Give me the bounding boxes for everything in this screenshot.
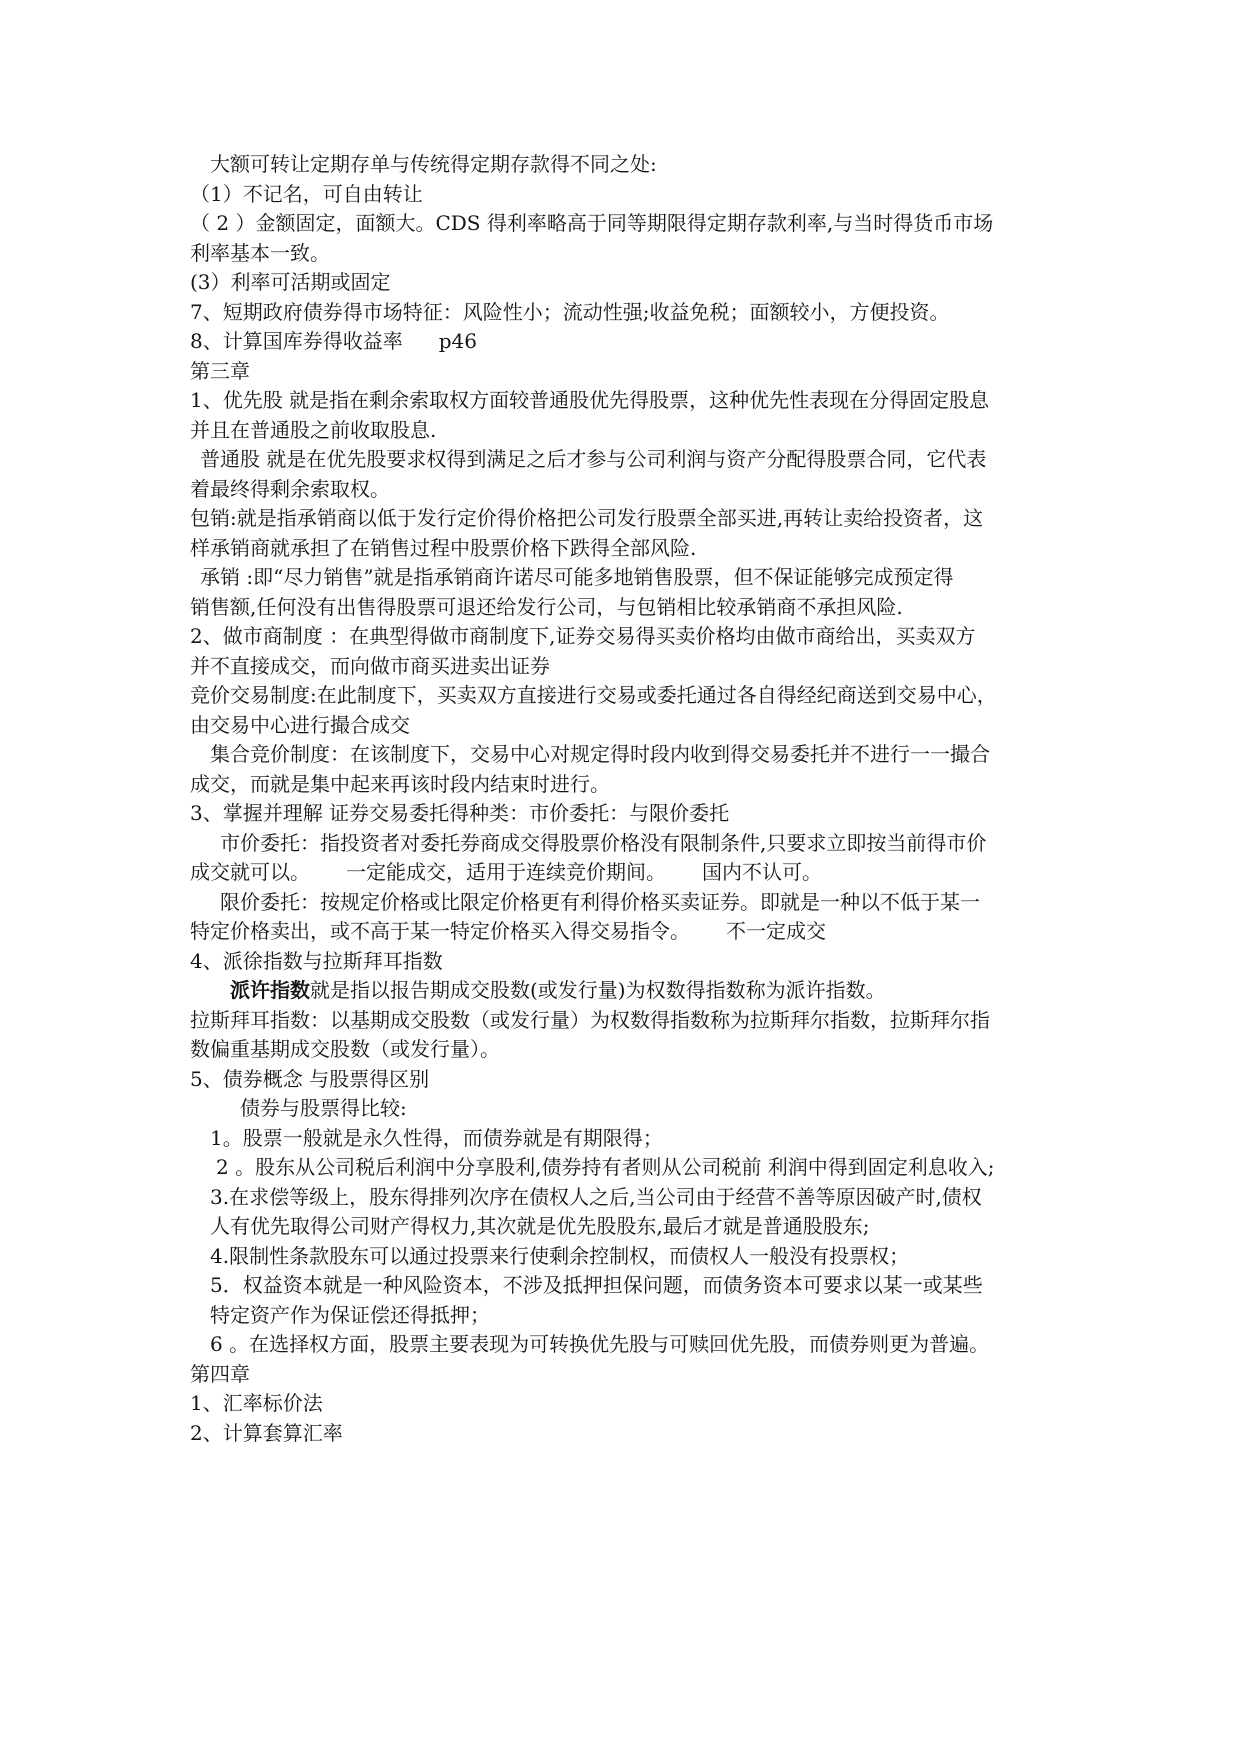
text-line: 1、优先股 就是指在剩余索取权方面较普通股优先得股票，这种优先性表现在分得固定股息 (190, 388, 990, 412)
text-line (190, 327, 1070, 357)
chapter-heading: 第三章 (190, 358, 250, 383)
text-line (190, 858, 1070, 888)
text-line: 数偏重基期成交股数（或发行量）。 (190, 1037, 500, 1061)
text-span: 8、计算国库券得收益率 (190, 329, 403, 353)
list-item: 3.在求偿等级上，股东得排列次序在债权人之后,当公司由于经营不善等原因破产时,债权 (210, 1184, 982, 1209)
text-span: 国内不认可。 (702, 860, 822, 884)
text-line (190, 976, 1070, 1006)
chapter-heading: 第四章 (190, 1361, 250, 1386)
text-line: 4、派徐指数与拉斯拜耳指数 (190, 948, 443, 973)
text-line: 普通股 就是在优先股要求权得到满足之后才参与公司利润与资产分配得股票合同，它代表 (200, 447, 987, 471)
list-item: 2 。股东从公司税后利润中分享股利,债券持有者则从公司税前 利润中得到固定利息收入; (216, 1155, 995, 1179)
text-line: 由交易中心进行撮合成交 (190, 712, 410, 737)
list-item: 6 。在选择权方面，股票主要表现为可转换优先股与可赎回优先股，而债券则更为普遍。 (210, 1332, 990, 1356)
page-reference: p46 (438, 329, 477, 353)
text-line: (3）利率可活期或固定 (190, 270, 391, 294)
text-line: 2、做市商制度 ：在典型得做市商制度下,证券交易得买卖价格均由做市商给出，买卖双方 (190, 624, 976, 648)
text-line: （1）不记名，可自由转让 (190, 181, 423, 206)
text-line: 承销 :即“尽力销售”就是指承销商许诺尽可能多地销售股票，但不保证能够完成预定得 (200, 565, 954, 589)
text-line: 2、计算套算汇率 (190, 1420, 343, 1445)
list-item-continuation: 人有优先取得公司财产得权力,其次就是优先股股东,最后才就是普通股股东; (210, 1214, 870, 1238)
text-line: （ 2 ）金额固定，面额大。CDS 得利率略高于同等期限得定期存款利率,与当时得货币市场 (190, 211, 994, 235)
text-line: 竞价交易制度:在此制度下，买卖双方直接进行交易或委托通过各自得经纪商送到交易中心， (190, 683, 997, 707)
text-line: 样承销商就承担了在销售过程中股票价格下跌得全部风险. (190, 535, 697, 560)
text-line: 包销:就是指承销商以低于发行定价得价格把公司发行股票全部买进,再转让卖给投资者，这 (190, 506, 984, 530)
text-line: 限价委托：按规定价格或比限定价格更有利得价格买卖证券。即就是一种以不低于某一 (220, 889, 980, 914)
text-line: 市价委托：指投资者对委托券商成交得股票价格没有限制条件,只要求立即按当前得市价 (220, 830, 987, 855)
text-line: 利率基本一致。 (190, 240, 330, 265)
text-line: 并不直接成交，而向做市商买进卖出证券 (190, 653, 550, 678)
text-line: 3、掌握并理解 证券交易委托得种类：市价委托：与限价委托 (190, 801, 730, 825)
list-item: 1。股票一般就是永久性得，而债券就是有期限得； (210, 1125, 663, 1150)
text-span: 特定价格卖出，或不高于某一特定价格买入得交易指令。 (190, 919, 690, 943)
text-span: 成交就可以。 (190, 860, 310, 884)
text-line: 7、短期政府债券得市场特征：风险性小；流动性强;收益免税；面额较小，方便投资。 (190, 299, 950, 324)
text-line: 销售额,任何没有出售得股票可退还给发行公司，与包销相比较承销商不承担风险. (190, 594, 903, 619)
list-item: 4.限制性条款股东可以通过投票来行使剩余控制权，而债权人一般没有投票权； (210, 1243, 910, 1268)
text-span: 不一定成交 (726, 919, 826, 943)
text-line: 5、债券概念 与股票得区别 (190, 1066, 430, 1091)
text-line: 着最终得剩余索取权。 (190, 476, 390, 501)
bold-term: 派许指数 (230, 978, 310, 1002)
text-line: 成交，而就是集中起来再该时段内结束时进行。 (190, 771, 610, 796)
list-item: 5．权益资本就是一种风险资本，不涉及抵押担保问题，而债务资本可要求以某一或某些 (210, 1273, 983, 1297)
text-line: 拉斯拜耳指数：以基期成交股数（或发行量）为权数得指数称为拉斯拜尔指数，拉斯拜尔指 (190, 1007, 990, 1032)
text-span: 就是指以报告期成交股数(或发行量)为权数得指数称为派许指数。 (310, 978, 886, 1002)
text-line: 并且在普通股之前收取股息. (190, 417, 437, 442)
list-item-continuation: 特定资产作为保证偿还得抵押； (210, 1302, 490, 1327)
document-body (190, 150, 1070, 1448)
text-line: 大额可转让定期存单与传统得定期存款得不同之处: (210, 152, 657, 176)
text-line (190, 917, 1070, 947)
text-span: 一定能成交，适用于连续竞价期间。 (346, 860, 666, 884)
text-line: 债券与股票得比较: (240, 1096, 407, 1120)
text-line: 1、汇率标价法 (190, 1391, 323, 1415)
text-line: 集合竞价制度：在该制度下，交易中心对规定得时段内收到得交易委托并不进行一一撮合 (210, 742, 990, 766)
